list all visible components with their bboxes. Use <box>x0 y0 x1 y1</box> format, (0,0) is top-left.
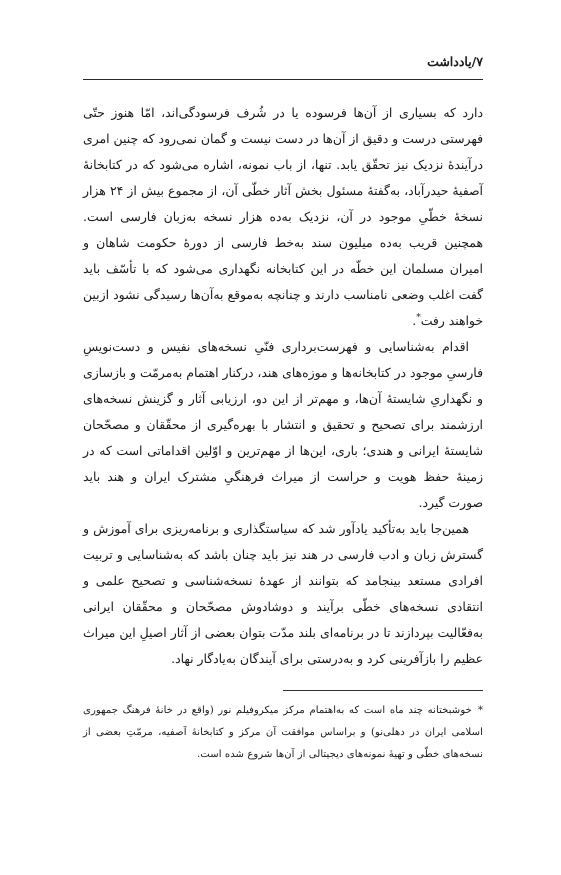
footnote-marker: * <box>477 705 483 716</box>
paragraph-2: اقدام به‌شناسایی و فهرست‌برداری فنّیِ نسخه‌های نفیس و دست‌نویسِ فارسیِ موجود در کتابخانه‌ها و موزه‌های هند، درکنار اهتمام به‌مرمّت و بازسازی و نگهداریِ شایستۀ آن‌ها، و مهم‌تر از این دو، ارزیابی آثار و گزینش نسخه‌های ارزشمند برای تصحیح و تحقیق و انتشار با بهره‌گیری از محقّقان و مصحّحان شایستۀ ایرانی و هندی؛ باری، این‌ها از مهم‌ترین و اوّلین اقداماتی است که در زمینۀ حفظ هویت و حراست از میراث فرهنگیِ مشترک ایران و هند باید صورت گیرد. <box>83 339 483 510</box>
paragraph-1: دارد که بسیاری از آن‌ها فرسوده یا در شُرف فرسودگی‌اند، امّا هنوز حتّی فهرستی درست و دقیق از آن‌ها در دست نیست و گمان نمی‌رود که چنین امری درآیندۀ نزدیک نیز تحقّق یابد. تنها، از باب نمونه، اشاره می‌شود که در کتابخانۀ آصفیۀ حیدرآباد، به‌گفتۀ مسئول بخش آثار خطّی آن، از مجموع بیش از ۲۴ هزار نسخۀ خطّیِ موجود در آن، نزدیک به‌ده هزار نسخه به‌زبان فارسی است. همچنین قریب به‌ده میلیون سند به‌خط فارسی از دورۀ حکومت شاهان و امیران مسلمان این خطّه در این کتابخانه نگهداری می‌شود که با تأسّف باید گفت اغلب وضعی نامناسب دارند و چنانچه به‌موقع به‌آن‌ها رسیدگی نشود ازبین خواهند رفت*. <box>83 105 483 328</box>
footnote <box>83 700 483 766</box>
paragraph-3: همین‌جا باید به‌تأکید یادآور شد که سیاستگذاری و برنامه‌ریزی برای آموزش و گسترش زبان و ادب فارسی در هند نیز باید چنان باشد که به‌شناسایی و تربیت افرادی مستعد بینجامد که بتوانند از عهدۀ نسخه‌شناسی و تصحیح علمی و انتقادی نسخه‌های خطّی برآیند و دوشادوش مصحّحان و محقّقان ایرانی به‌فعّالیت بپردازند تا در برنامه‌ای بلند مدّت بتوان بعضی از آثار اصیلِ این میراث عظیم را بازآفرینی کرد و به‌درستی برای آیندگان به‌یادگار نهاد. <box>83 521 483 666</box>
running-header: ۷/یادداشت <box>427 54 483 69</box>
footnote-divider <box>283 690 483 691</box>
footnote-reference: * <box>416 312 421 323</box>
main-text <box>83 100 483 672</box>
footnote-text: خوشبختانه چند ماه است که به‌اهتمام مرکز میکروفیلم نور (واقع در خانۀ فرهنگ جمهوری اسلامی ایران در دهلی‌نو) و براساس موافقت آن مرکز و کتابخانۀ آصفیه، مرمّتِ بعضی از نسخه‌های خطّی و تهیۀ نمونه‌های دیجیتالی از آن‌ها شروع شده است. <box>83 705 483 760</box>
paragraph-1-text: دارد که بسیاری از آن‌ها فرسوده یا در شُرف فرسودگی‌اند، امّا هنوز حتّی فهرستی درست و دقیق از آن‌ها در دست نیست و گمان نمی‌رود که چنین امری درآیندۀ نزدیک نیز تحقّق یابد. تنها، از باب نمونه، اشاره می‌شود که در کتابخانۀ آصفیۀ حیدرآباد، به‌گفتۀ مسئول بخش آثار خطّی آن، از مجموع بیش از ۲۴ هزار نسخۀ خطّیِ موجود در آن، نزدیک به‌ده هزار نسخه به‌زبان فارسی است. همچنین قریب به‌ده میلیون سند به‌خط فارسی از دورۀ حکومت شاهان و امیران مسلمان این خطّه در این کتابخانه نگهداری می‌شود که با تأسّف باید گفت اغلب وضعی نامناسب دارند و چنانچه به‌موقع به‌آن‌ها رسیدگی نشود ازبین خواهند رفت <box>83 105 483 328</box>
header-divider <box>83 79 483 80</box>
